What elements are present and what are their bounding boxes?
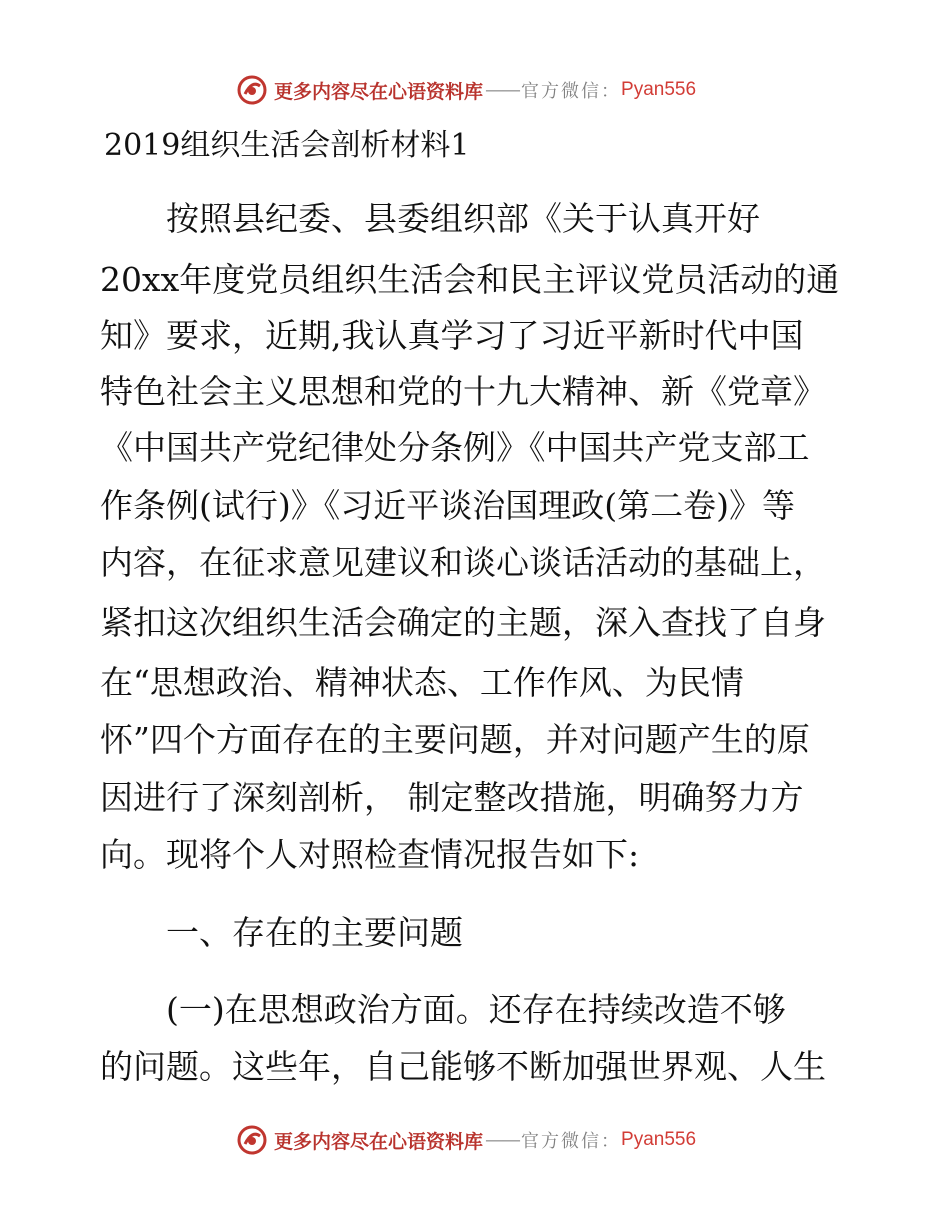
body-line: 知》要求，近期,我认真学习了习近平新时代中国: [100, 316, 804, 355]
body-line: 在“思想政治、精神状态、工作作风、为民情: [100, 663, 744, 702]
watermark-dash: ——: [485, 1129, 520, 1151]
body-line: 按照县纪委、县委组织部《关于认真开好: [100, 199, 760, 238]
watermark-official: 官方微信：: [521, 81, 622, 102]
watermark-footer: [236, 1123, 696, 1157]
body-line: 20xx年度党员组织生活会和民主评议党员活动的通: [100, 260, 840, 299]
body-line: 作条例(试行)》《习近平谈治国理政(第二卷)》等: [100, 486, 795, 525]
document-title: 2019组织生活会剖析材料1: [104, 128, 470, 163]
watermark-header: [236, 73, 696, 107]
body-line: 特色社会主义思想和党的十九大精神、新《党章》: [100, 372, 826, 411]
watermark-id: Pyan556: [621, 1129, 697, 1150]
body-line: 内容，在征求意见建议和谈心谈话活动的基础上，: [100, 543, 826, 582]
body-line: (一)在思想政治方面。还存在持续改造不够: [100, 990, 786, 1029]
watermark-dash: ——: [485, 79, 520, 101]
watermark-brand: 更多内容尽在心语资料库: [274, 1130, 484, 1153]
body-line: 的问题。这些年，自己能够不断加强世界观、人生: [100, 1047, 826, 1086]
watermark-id: Pyan556: [621, 79, 697, 100]
watermark-brand: 更多内容尽在心语资料库: [274, 80, 484, 103]
body-line: 紧扣这次组织生活会确定的主题，深入查找了自身: [100, 603, 826, 642]
section-heading: 一、存在的主要问题: [100, 913, 463, 952]
body-line: 怀”四个方面存在的主要问题，并对问题产生的原: [100, 720, 810, 759]
body-line: 向。现将个人对照检查情况报告如下:: [100, 835, 640, 874]
brand-logo-icon: [236, 74, 268, 106]
watermark-official: 官方微信：: [521, 1131, 622, 1152]
body-line: 因进行了深刻剖析， 制定整改措施，明确努力方: [100, 778, 804, 817]
body-line: 《中国共产党纪律处分条例》《中国共产党支部工: [100, 428, 810, 467]
brand-logo-icon: [236, 1124, 268, 1156]
